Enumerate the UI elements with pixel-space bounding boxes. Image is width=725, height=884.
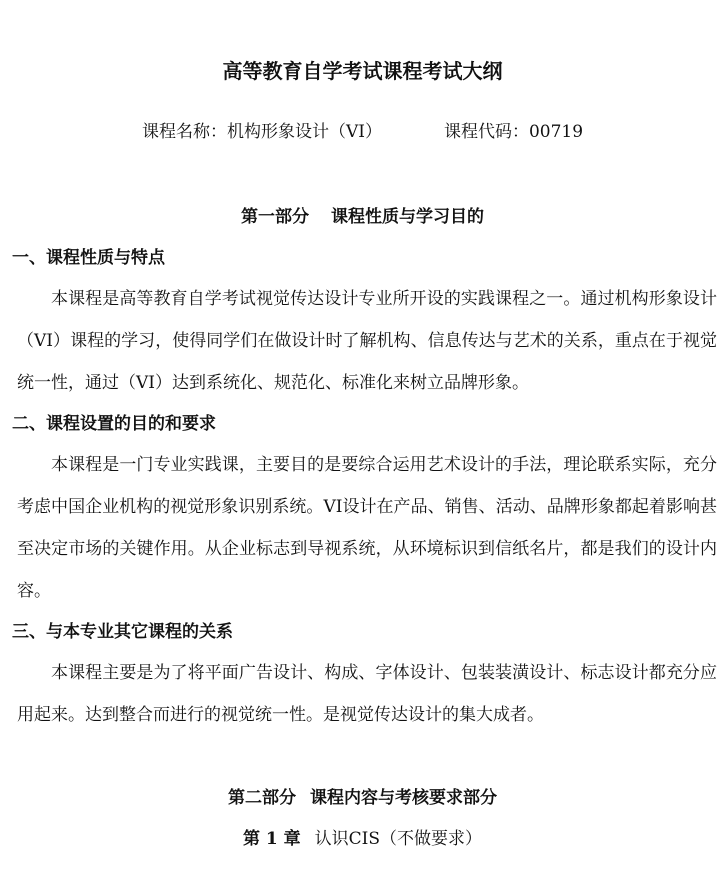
- document-title: 高等教育自学考试课程考试大纲: [222, 59, 503, 83]
- part2-label: 第二部分: [228, 788, 296, 808]
- course-code: 课程代码：00719: [443, 122, 584, 142]
- section-heading-2: 二、课程设置的目的和要求: [12, 414, 216, 434]
- part1-heading-text: 课程性质与学习目的: [331, 207, 484, 227]
- section-body-2: 本课程是一门专业实践课，主要目的是要综合运用艺术设计的手法，理论联系实际，充分考虑中国企业机构的视觉形象识别系统。VI设计在产品、销售、活动、品牌形象都起着影响甚至决定市场的关键作用。从企业标志到导视系统，从环境标识到信纸名片，都是我们的设计内容。: [17, 455, 717, 601]
- section-heading-1: 一、课程性质与特点: [12, 248, 165, 268]
- course-meta: [0, 118, 725, 146]
- part2-title: [0, 784, 725, 812]
- part1-label: 第一部分: [241, 207, 309, 227]
- chapter-1-heading-text: 认识CIS（不做要求）: [314, 829, 483, 849]
- part1-title: [0, 203, 725, 231]
- section-body-3: 本课程主要是为了将平面广告设计、构成、字体设计、包装装潢设计、标志设计都充分应用起来。达到整合而进行的视觉统一性。是视觉传达设计的集大成者。: [17, 663, 717, 725]
- section-body-1: 本课程是高等教育自学考试视觉传达设计专业所开设的实践课程之一。通过机构形象设计（VI）课程的学习，使得同学们在做设计时了解机构、信息传达与艺术的关系，重点在于视觉统一性，通过（VI）达到系统化、规范化、标准化来树立品牌形象。: [17, 289, 717, 393]
- section-heading-3: 三、与本专业其它课程的关系: [12, 622, 233, 642]
- part2-heading-text: 课程内容与考核要求部分: [310, 788, 497, 808]
- chapter-1-label: 第 1 章: [242, 829, 301, 849]
- chapter-1-title: [0, 825, 725, 853]
- course-name: 课程名称：机构形象设计（VI）: [141, 122, 382, 142]
